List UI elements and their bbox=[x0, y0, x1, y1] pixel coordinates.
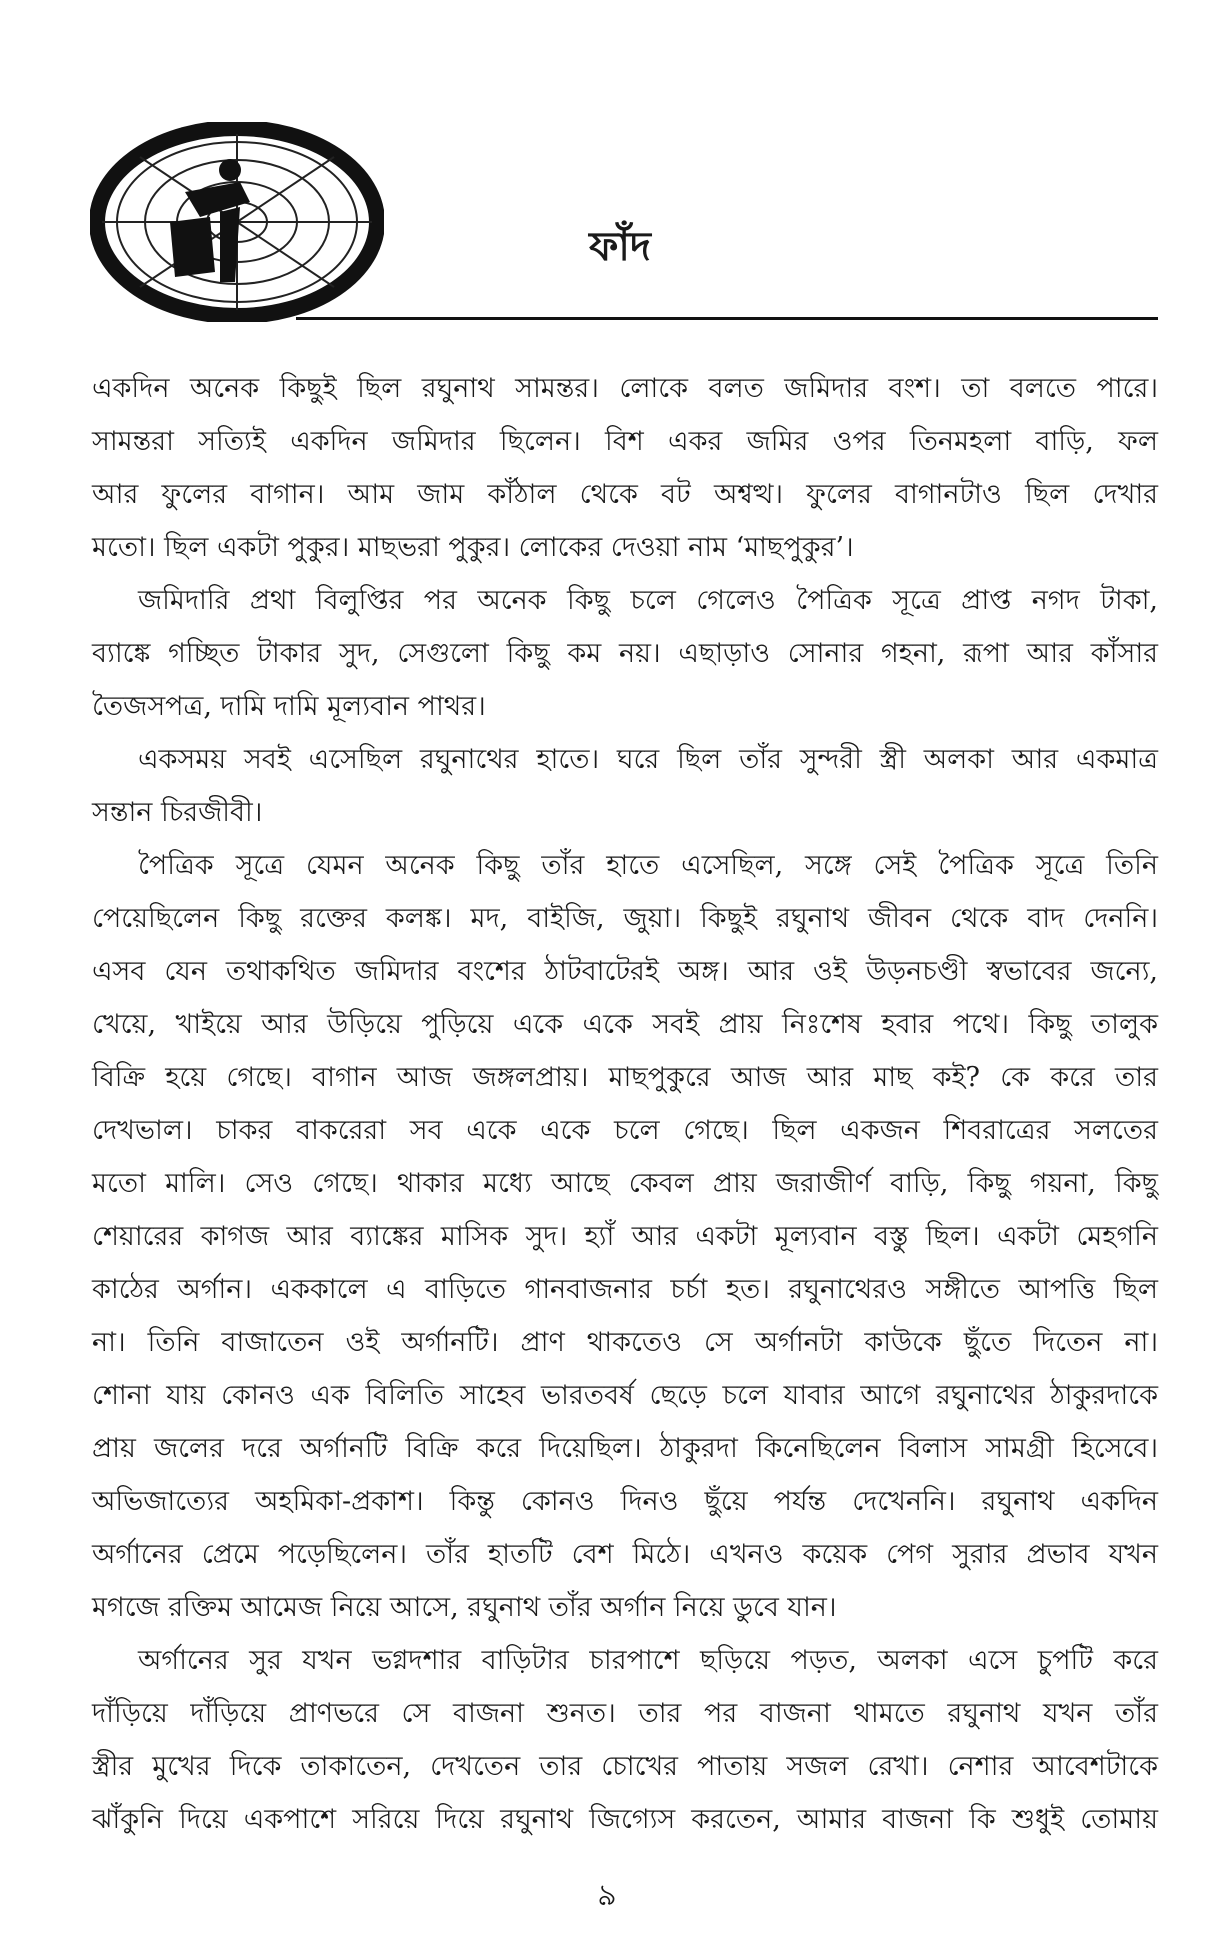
text-line: অর্গানের প্রেমে পড়েছিলেন। তাঁর হাতটি বেশ মিঠে। এখনও কয়েক পেগ সুরার প্রভাব যখন bbox=[92, 1539, 1158, 1570]
text-line: পৈত্রিক সূত্রে যেমন অনেক কিছু তাঁর হাতে এসেছিল, সঙ্গে সেই পৈত্রিক সূত্রে তিনি bbox=[138, 850, 1158, 881]
text-line: মতো মালি। সেও গেছে। থাকার মধ্যে আছে কেবল প্রায় জরাজীর্ণ বাড়ি, কিছু গয়না, কিছু bbox=[92, 1168, 1158, 1199]
text-line: ঝাঁকুনি দিয়ে একপাশে সরিয়ে দিয়ে রঘুনাথ জিগ্যেস করতেন, আমার বাজনা কি শুধুই তোমায় bbox=[92, 1804, 1158, 1835]
text-line: শেয়ারের কাগজ আর ব্যাঙ্কের মাসিক সুদ। হ্যাঁ আর একটা মূল্যবান বস্তু ছিল। একটা মেহগনি bbox=[92, 1221, 1158, 1252]
text-line: স্ত্রীর মুখের দিকে তাকাতেন, দেখতেন তার চোখের পাতায় সজল রেখা। নেশার আবেশটাকে bbox=[92, 1751, 1158, 1782]
text-line: একদিন অনেক কিছুই ছিল রঘুনাথ সামন্তর। লোকে বলত জমিদার বংশ। তা বলতে পারে। bbox=[92, 373, 1158, 404]
text-line: কাঠের অর্গান। এককালে এ বাড়িতে গানবাজনার চর্চা হত। রঘুনাথেরও সঙ্গীতে আপত্তি ছিল bbox=[92, 1274, 1158, 1305]
chapter-title: ফাঁদ bbox=[589, 223, 651, 270]
paragraph bbox=[92, 1634, 1158, 1846]
text-line: দাঁড়িয়ে দাঁড়িয়ে প্রাণভরে সে বাজনা শুনত। তার পর বাজনা থামতে রঘুনাথ যখন তাঁর bbox=[92, 1698, 1158, 1729]
text-line: আর ফুলের বাগান। আম জাম কাঁঠাল থেকে বট অশ্বত্থ। ফুলের বাগানটাও ছিল দেখার bbox=[92, 479, 1158, 510]
text-line: প্রায় জলের দরে অর্গানটি বিক্রি করে দিয়েছিল। ঠাকুরদা কিনেছিলেন বিলাস সামগ্রী হিসেবে। bbox=[92, 1433, 1158, 1464]
text-line: এসব যেন তথাকথিত জমিদার বংশের ঠাটবাটেরই অঙ্গ। আর ওই উড়নচণ্ডী স্বভাবের জন্যে, bbox=[92, 956, 1158, 987]
text-line: একসময় সবই এসেছিল রঘুনাথের হাতে। ঘরে ছিল তাঁর সুন্দরী স্ত্রী অলকা আর একমাত্র bbox=[138, 744, 1158, 775]
paragraph bbox=[92, 362, 1158, 574]
chapter-body-text bbox=[92, 0, 1158, 1846]
text-line: অভিজাত্যের অহমিকা-প্রকাশ। কিন্তু কোনও দিনও ছুঁয়ে পর্যন্ত দেখেননি। রঘুনাথ একদিন bbox=[92, 1486, 1158, 1517]
paragraph bbox=[92, 733, 1158, 839]
text-line: খেয়ে, খাইয়ে আর উড়িয়ে পুড়িয়ে একে একে সবই প্রায় নিঃশেষ হবার পথে। কিছু তালুক bbox=[92, 1009, 1158, 1040]
text-line: সন্তান চিরজীবী। bbox=[92, 797, 263, 828]
text-line: পেয়েছিলেন কিছু রক্তের কলঙ্ক। মদ, বাইজি, জুয়া। কিছুই রঘুনাথ জীবন থেকে বাদ দেননি। bbox=[92, 903, 1158, 934]
text-line: শোনা যায় কোনও এক বিলিতি সাহেব ভারতবর্ষ ছেড়ে চলে যাবার আগে রঘুনাথের ঠাকুরদাকে bbox=[92, 1380, 1158, 1411]
text-line: ব্যাঙ্কে গচ্ছিত টাকার সুদ, সেগুলো কিছু কম নয়। এছাড়াও সোনার গহনা, রূপা আর কাঁসার bbox=[92, 638, 1158, 669]
page-number: ৯ bbox=[597, 1878, 617, 1913]
text-line: বিক্রি হয়ে গেছে। বাগান আজ জঙ্গলপ্রায়। মাছপুকুরে আজ আর মাছ কই? কে করে তার bbox=[92, 1062, 1158, 1093]
text-line: না। তিনি বাজাতেন ওই অর্গানটি। প্রাণ থাকতেও সে অর্গানটা কাউকে ছুঁতে দিতেন না। bbox=[92, 1327, 1158, 1358]
text-line: দেখভাল। চাকর বাকরেরা সব একে একে চলে গেছে। ছিল একজন শিবরাত্রের সলতের bbox=[92, 1115, 1158, 1146]
text-line: জমিদারি প্রথা বিলুপ্তির পর অনেক কিছু চলে গেলেও পৈত্রিক সূত্রে প্রাপ্ত নগদ টাকা, bbox=[138, 585, 1158, 616]
text-line: অর্গানের সুর যখন ভগ্নদশার বাড়িটার চারপাশে ছড়িয়ে পড়ত, অলকা এসে চুপটি করে bbox=[138, 1645, 1158, 1676]
text-line: মগজে রক্তিম আমেজ নিয়ে আসে, রঘুনাথ তাঁর অর্গান নিয়ে ডুবে যান। bbox=[92, 1592, 837, 1623]
paragraph bbox=[92, 839, 1158, 1634]
paragraph bbox=[92, 574, 1158, 733]
text-line: মতো। ছিল একটা পুকুর। মাছভরা পুকুর। লোকের দেওয়া নাম ‘মাছপুকুর’। bbox=[92, 532, 854, 563]
text-line: সামন্তরা সত্যিই একদিন জমিদার ছিলেন। বিশ একর জমির ওপর তিনমহলা বাড়ি, ফল bbox=[92, 426, 1158, 457]
text-line: তৈজসপত্র, দামি দামি মূল্যবান পাথর। bbox=[92, 691, 486, 722]
